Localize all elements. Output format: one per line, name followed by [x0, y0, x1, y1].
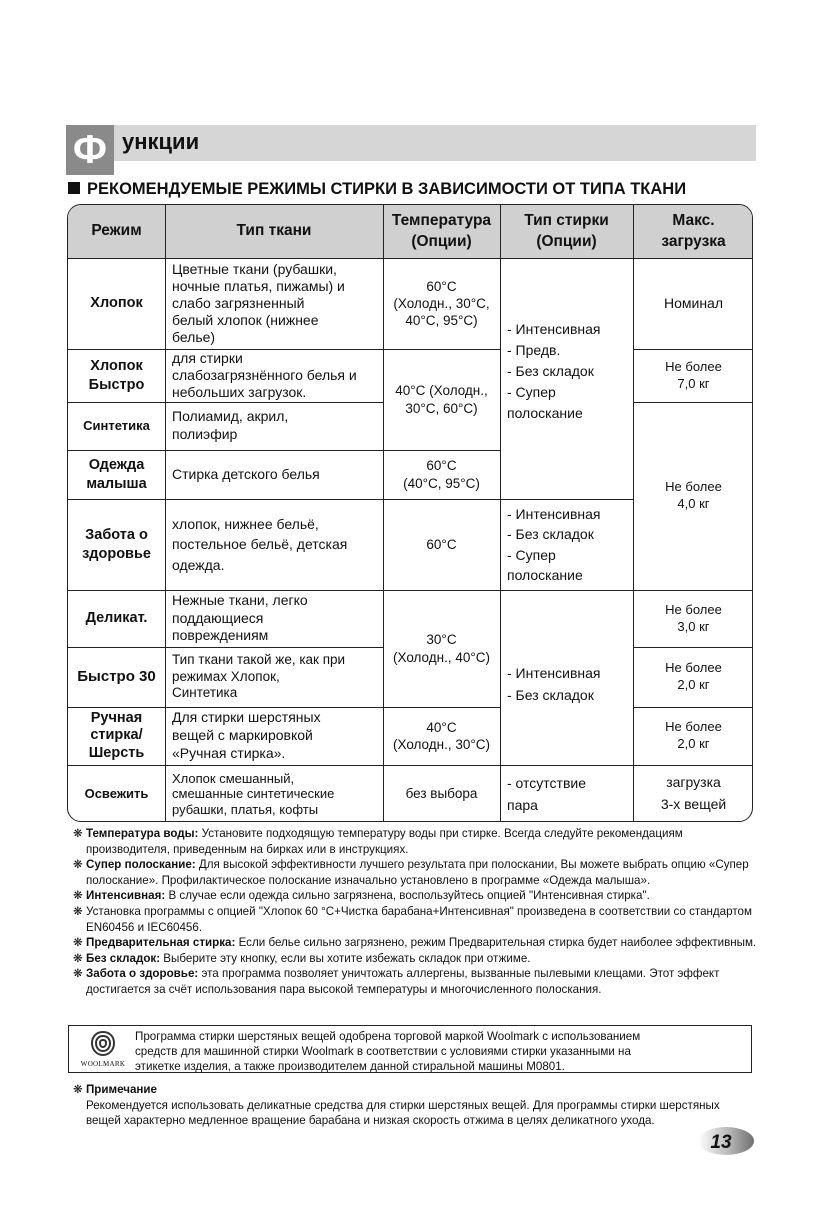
wash-options-group-1: - Интенсивная - Предв. - Без складок - Супер полоскание [507, 320, 601, 421]
temp-cotton: 60°C (Холодн., 30°C, 40°C, 95°C) [393, 278, 490, 329]
asterisk-icon: ❋ [73, 858, 83, 872]
temp-health-care: 60°C [426, 536, 457, 552]
note-super-rinse: ❋ Супер полоскание: Для высокой эффективности лучшего результата при полоскании, Вы можете выбрать опцию «Супер полоскание». Профилактическое полоскание изначально установлено в программе «Одежда малыша». [73, 858, 749, 887]
page-number: 13 [710, 1132, 732, 1153]
mode-baby-care: Одежда малыша [86, 456, 147, 492]
load-hand-wool: Не более 2,0 кг [665, 719, 722, 751]
asterisk-icon: ❋ [73, 967, 83, 981]
temp-quick-synthetic: 40°C (Холодн., 30°C, 60°C) [395, 383, 488, 416]
chapter-header [66, 125, 756, 172]
note-intensive: ❋ Интенсивная: В случае если одежда сильно загрязнена, воспользуйтесь опцией "Интенсивная стирка". [73, 889, 650, 903]
note-health-care: ❋ Забота о здоровье: эта программа позволяет уничтожать аллергены, вызванные пылевыми клещами. Этот эффект достигается за счёт использования пара высокой температуры и многочисленного полоскания. [73, 967, 720, 996]
load-quick-30: Не более 2,0 кг [665, 660, 722, 692]
load-refresh: загрузка 3-х вещей [660, 774, 727, 812]
asterisk-icon: ❋ [73, 889, 83, 903]
header-max-load: Макс. загрузка [661, 211, 726, 250]
fabric-refresh: Хлопок смешанный, смешанные синтетические рубашки, платья, кофты [172, 770, 335, 817]
asterisk-icon: ❋ [73, 904, 83, 918]
remark-title: ❋ Примечание [73, 1083, 157, 1096]
wash-options-delicate: - Интенсивная - Без складок [507, 664, 601, 703]
asterisk-icon: ❋ [73, 951, 83, 965]
mode-cotton-quick: Хлопок Быстро [88, 357, 145, 393]
header-fabric: Тип ткани [236, 222, 312, 240]
mode-cotton: Хлопок [90, 295, 143, 312]
load-cotton-quick: Не более 7,0 кг [665, 358, 722, 391]
woolmark-text: Программа стирки шерстяных вещей одобрена торговой маркой Woolmark с использованием средств для машинной стирки Woolmark в соответствии с условиями стирки указанными на этикетке изделия, а также производителем данной стиральной машины M0801. [135, 1030, 641, 1073]
woolmark-logo [73, 1029, 133, 1068]
mode-health-care: Забота о здоровье [82, 526, 151, 562]
remark [73, 1082, 763, 1129]
load-synthetic-group: Не более 4,0 кг [665, 479, 722, 511]
asterisk-icon: ❋ [73, 827, 83, 840]
temp-delicate-quick30: 30°C (Холодн., 40°C) [392, 632, 491, 665]
note-prewash: ❋ Предварительная стирка: Если белье сильно загрязнено, режим Предварительная стирка будет наиболее эффективным. [73, 936, 757, 950]
mode-hand-wool: Ручная стирка/ Шерсть [88, 710, 145, 761]
wash-programs-table [67, 204, 753, 822]
load-delicate: Не более 3,0 кг [665, 601, 722, 634]
wash-options-health: - Интенсивная - Без складок - Супер полоскание [507, 505, 601, 583]
mode-quick-30: Быстро 30 [77, 668, 156, 686]
fabric-baby-care: Стирка детского белья [172, 465, 320, 482]
fabric-quick-30: Тип ткани такой же, как при режимах Хлопок, Синтетика [172, 652, 346, 701]
fabric-cotton-quick: для стирки слабозагрязнённого белья и небольших загрузок. [172, 350, 357, 400]
chapter-initial: Ф [66, 125, 114, 175]
wash-options-refresh: - отсутствие пара [507, 774, 586, 813]
fabric-delicate: Нежные ткани, легко поддающиеся повреждениям [172, 591, 308, 644]
footnotes [73, 826, 763, 998]
fabric-cotton: Цветные ткани (рубашки, ночные платья, пижамы) и слабо загрязненный белый хлопок (нижнее белье) [172, 260, 345, 346]
mode-delicate: Деликат. [85, 610, 148, 627]
section-title: РЕКОМЕНДУЕМЫЕ РЕЖИМЫ СТИРКИ В ЗАВИСИМОСТИ ОТ ТИПА ТКАНИ [68, 180, 686, 199]
fabric-hand-wool: Для стирки шерстяных вещей с маркировкой «Ручная стирка». [172, 709, 321, 761]
woolmark-notice [68, 1025, 752, 1073]
temp-hand-wool: 40°C (Холодн., 30°C) [392, 719, 491, 752]
header-temperature: Температура (Опции) [391, 211, 492, 250]
asterisk-icon: ❋ [73, 1083, 83, 1096]
header-wash-type: Тип стирки (Опции) [524, 211, 609, 250]
chapter-title: ункции [122, 129, 200, 154]
load-cotton: Номинал [663, 294, 724, 311]
temp-baby-care: 60°C (40°C, 95°C) [403, 458, 480, 491]
mode-synthetic: Синтетика [83, 417, 150, 433]
page-number-badge [697, 1126, 755, 1156]
woolmark-icon [88, 1029, 118, 1059]
note-crease-care: ❋ Без складок: Выберите эту кнопку, если вы хотите избежать складок при отжиме. [73, 951, 531, 965]
fabric-health-care: хлопок, нижнее бельё, постельное бельё, детская одежда. [172, 516, 348, 573]
note-standard: ❋ Установка программы с опцией "Хлопок 60 °C+Чистка барабана+Интенсивная" произведена в соответствии со стандартом EN60456 и IEC60456. [73, 904, 752, 934]
mode-refresh: Освежить [84, 785, 149, 801]
header-mode: Режим [91, 222, 142, 240]
fabric-synthetic: Полиамид, акрил, полиэфир [172, 408, 289, 442]
square-bullet-icon [68, 182, 80, 194]
note-water-temperature: ❋ Температура воды: Установите подходящую температуру воды при стирке. Всегда следуйте рекомендациям производителя, приведенным на бирках или в инструкциях. [73, 827, 683, 856]
asterisk-icon: ❋ [73, 936, 83, 950]
remark-text: Рекомендуется использовать деликатные средства для стирки шерстяных вещей. Для программы стирки шерстяных вещей характерно медленное вращение барабана и низкая скорость отжима в целях деликатного ухода. [86, 1098, 720, 1128]
woolmark-logo-text: WOOLMARK [80, 1060, 126, 1068]
temp-refresh: без выбора [405, 786, 478, 802]
